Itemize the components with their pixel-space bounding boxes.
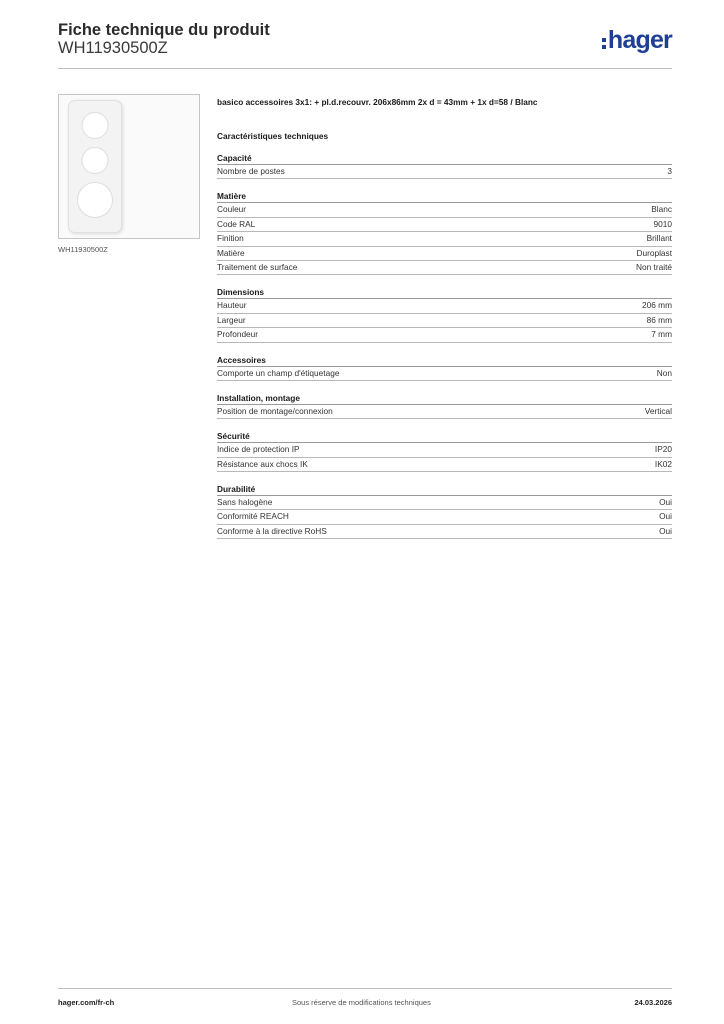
logo-text: hager [607,25,672,54]
product-image [58,94,200,239]
spec-value: Duroplast [636,247,672,258]
spec-row [217,510,672,524]
spec-label: Résistance aux chocs IK [217,458,308,469]
spec-group [217,287,672,342]
spec-group-title: Accessoires [217,355,672,367]
plate-hole [77,182,113,218]
spec-group-title: Durabilité [217,484,672,496]
spec-label: Conforme à la directive RoHS [217,525,327,536]
spec-group-title: Capacité [217,153,672,165]
spec-value: 206 mm [642,300,672,311]
spec-label: Matière [217,247,245,258]
spec-row [217,299,672,313]
spec-value: Non [656,367,672,378]
spec-value: Vertical [644,405,672,416]
cover-plate-illustration [68,100,122,233]
spec-row [217,203,672,217]
product-reference: WH11930500Z [58,39,168,57]
spec-row [217,165,672,179]
spec-group-title: Sécurité [217,431,672,443]
spec-row [217,496,672,510]
spec-label: Profondeur [217,329,259,340]
spec-label: Hauteur [217,300,247,311]
spec-row [217,314,672,328]
spec-row [217,261,672,275]
spec-label: Largeur [217,314,246,325]
footer-divider [58,988,672,989]
spec-group [217,191,672,275]
plate-hole [82,112,109,139]
spec-value: Oui [659,525,672,536]
spec-group [217,355,672,381]
plate-hole [82,147,109,174]
specs-heading: Caractéristiques techniques [217,131,329,141]
spec-row [217,247,672,261]
spec-groups [217,153,672,539]
spec-group-title: Installation, montage [217,393,672,405]
spec-label: Conformité REACH [217,511,289,522]
spec-label: Finition [217,233,244,244]
spec-row [217,525,672,539]
spec-row [217,232,672,246]
spec-group [217,484,672,539]
spec-label: Couleur [217,204,247,215]
spec-label: Traitement de surface [217,261,298,272]
spec-row [217,458,672,472]
spec-value: Brillant [646,233,672,244]
spec-group [217,393,672,419]
spec-row [217,328,672,342]
spec-group [217,153,672,179]
page-title: Fiche technique du produit [58,21,270,39]
spec-label: Sans halogène [217,497,273,508]
spec-value: Oui [659,497,672,508]
spec-value: Non traité [636,261,672,272]
header-divider [58,68,672,69]
image-caption: WH11930500Z [58,245,108,254]
spec-value: 86 mm [646,314,672,325]
spec-label: Nombre de postes [217,166,285,176]
spec-row [217,218,672,232]
spec-value: 7 mm [651,329,672,340]
spec-value: 9010 [653,218,672,229]
spec-label: Indice de protection IP [217,444,300,455]
spec-value: Oui [659,511,672,522]
spec-row [217,443,672,457]
spec-row [217,367,672,381]
spec-row [217,405,672,419]
footer-notice: Sous réserve de modifications techniques [292,998,431,1007]
spec-value: 3 [667,166,672,176]
logo-colon-mark [602,38,606,49]
spec-group [217,431,672,472]
product-description: basico accessoires 3x1: + pl.d.recouvr. 206x86mm 2x d = 43mm + 1x d=58 / Blanc [217,97,538,107]
spec-content [217,97,672,539]
spec-group-title: Dimensions [217,287,672,299]
spec-label: Comporte un champ d'étiquetage [217,367,340,378]
footer-date: 24.03.2026 [634,998,672,1007]
spec-value: IK02 [654,458,672,469]
spec-group-title: Matière [217,191,672,203]
spec-value: IP20 [654,444,672,455]
spec-label: Code RAL [217,218,256,229]
spec-label: Position de montage/connexion [217,405,333,416]
hager-logo [602,26,672,54]
footer-website: hager.com/fr-ch [58,998,115,1007]
spec-value: Blanc [651,204,672,215]
